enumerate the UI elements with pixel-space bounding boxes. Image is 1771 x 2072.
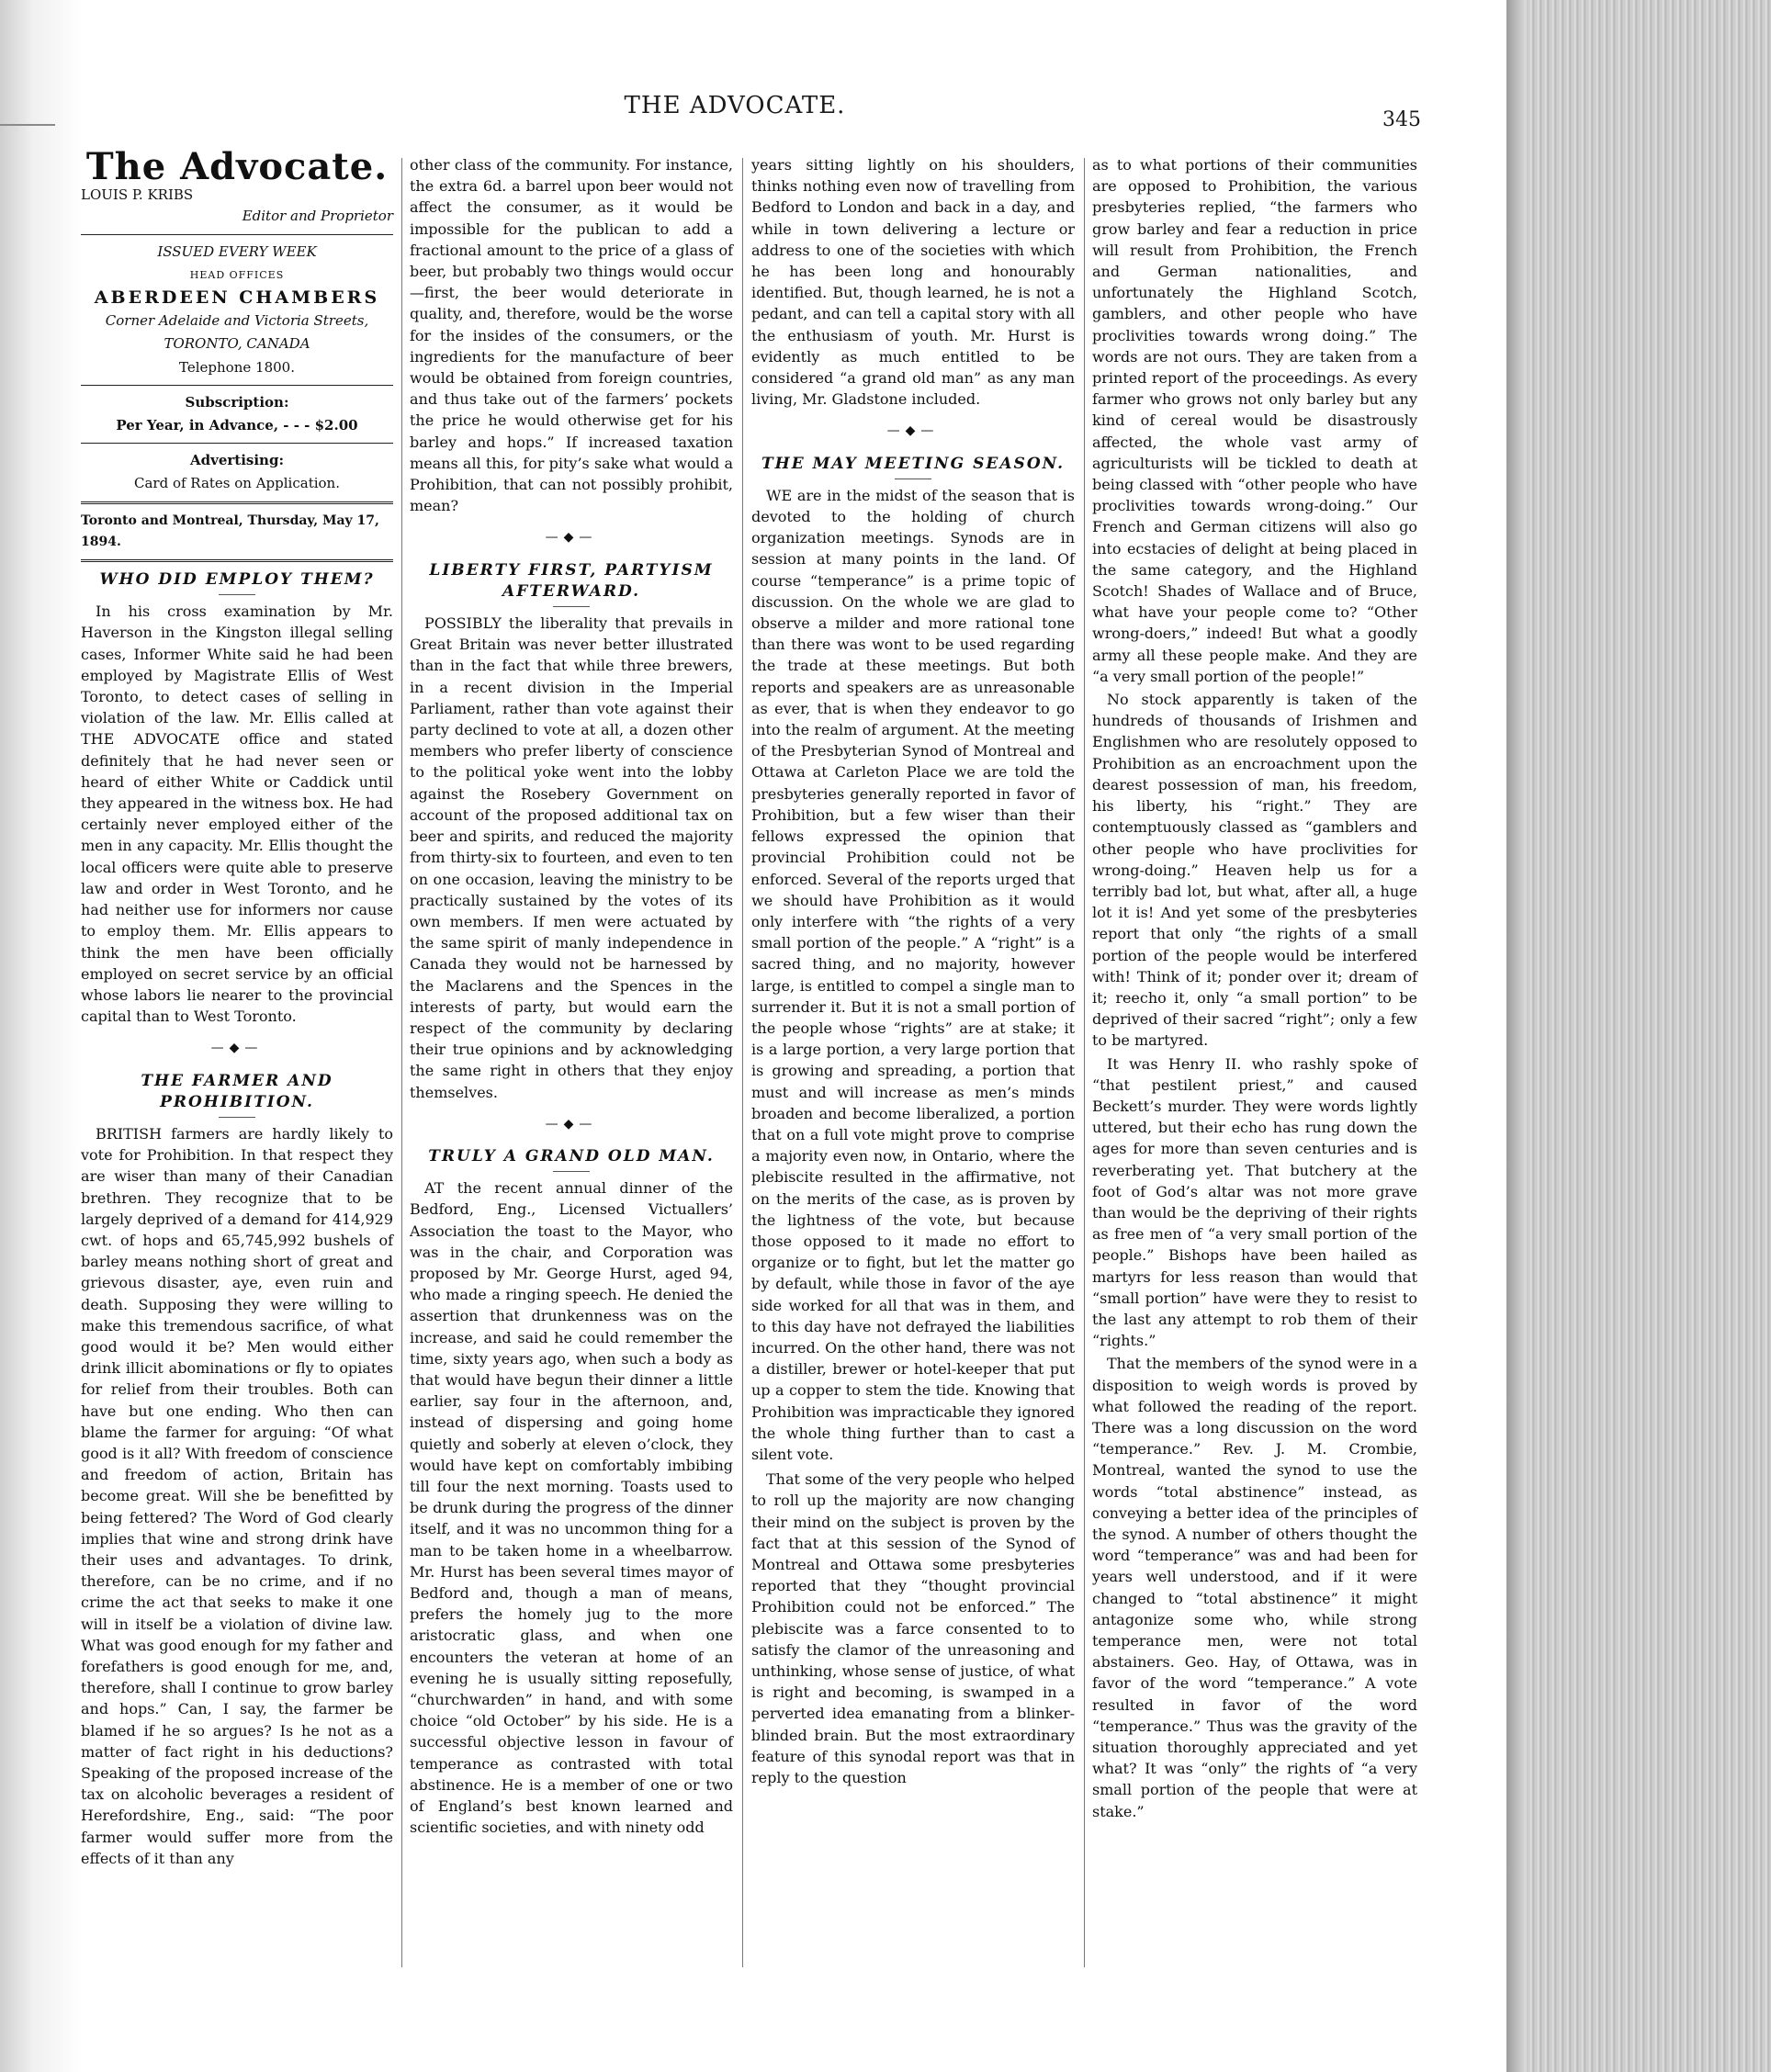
column-rule: [742, 158, 743, 1967]
divider: [81, 234, 393, 235]
article-body: That some of the very people who helped to roll up the majority are now changing their mind on the subject is proven by the fact that at this session of the Synod of Montreal and Ottawa some presbyteries reported that they “thought provincial Prohibition could not be enforced.” The plebiscite was a farce consented to to satisfy the clamor of the unreasoning and unthinking, whose sense of justice, of what is right and becoming, is swamped in a perverted idea emanating from a blinker-blinded brain. But the most extraordinary feature of this synodal report was that in reply to the question: [751, 1470, 1075, 1787]
article-body: POSSIBLY the liberality that prevails in Great Britain was never better illustrated than in the fact that while three brewers, in a recent division in the Imperial Parliament, rather than vote against their party declined to vote at all, a dozen other members who prefer liberty of conscience to the political yoke went into the lobby against the Rosebery Government on account of the proposed additional tax on beer and spirits, and reduced the majority from thirty-six to fourteen, and even to ten on one occasion, leaving the ministry to be practically sustained by the votes of its own members. If men were actuated by the same spirit of manly independence in Canada they would not be harnessed by the Maclarens and the Spences in the interests of party, but would earn the respect of the community by declaring their true opinions and by acknowledging the same right in others that they enjoy themselves.: [410, 614, 733, 1101]
column-3: [751, 154, 1075, 1792]
title-rule: [219, 1117, 255, 1118]
advertising-text: Card of Rates on Application.: [134, 475, 340, 492]
city: TORONTO, CANADA: [164, 335, 310, 353]
article-body: That the members of the synod were in a disposition to weigh words is proved by what followed the reading of the report. There was a long discussion on the word “temperance.” Rev. J. M. Crombie, Montreal, wanted the synod to use the words “total abstinence” instead, as conveying a better idea of the principles of the synod. A number of others thought the word “temperance” was and had been for years well understood, and if it were changed to “total abstinence” it might antagonize some who, while strong temperance men, were not total abstainers. Geo. Hay, of Ottawa, was in favor of the word “temperance.” A vote resulted in favor of the word “temperance.” Thus was the gravity of the situation thoroughly appreciated and yet what? It was “only” the rights of “a very small portion of the people that were at stake.”: [1092, 1355, 1417, 1820]
ornament-divider: —◆—: [545, 530, 598, 546]
article-body: years sitting lightly on his shoulders, thinks nothing even now of travelling from Bedford to London and back in a day, and while in town delivering a lecture or address to one of the societies with which he has been long and honourably identified. But, though learned, he is not a pedant, and can tell a capital story with all the enthusiasm of youth. Mr. Hurst is evidently as much entitled to be considered “a grand old man” as any man living, Mr. Gladstone included.: [751, 156, 1075, 409]
divider: [81, 501, 393, 504]
subscription-price: Per Year, in Advance, - - - $2.00: [116, 417, 358, 434]
column-4: [1092, 154, 1417, 1824]
article-body: other class of the community. For instance, the extra 6d. a barrel upon beer would not affect the consumer, as it would be impossible for the publican to add a fractional amount to the price of a glass of beer, but probably two things would occur—first, the beer would deteriorate in quality, and, therefore, would be the worse for the insides of the consumers, or the ingredients for the manufacture of beer would be obtained from foreign countries, and thus take out of the farmers’ pockets the price he would otherwise get for his barley and hops.” If increased taxation means all this, for pity’s sake what would a Prohibition, that can not possibly prohibit, mean?: [410, 156, 733, 515]
divider: [81, 559, 393, 562]
article-title: THE MAY MEETING SEASON.: [761, 454, 1065, 473]
dateline: Toronto and Montreal, Thursday, May 17, 1894.: [81, 512, 379, 549]
article-title: TRULY A GRAND OLD MAN.: [428, 1146, 715, 1166]
article-title: WHO DID EMPLOY THEM?: [99, 570, 375, 590]
column-rule: [401, 158, 402, 1967]
article-body: BRITISH farmers are hardly likely to vote for Prohibition. In that respect they are wiser than many of their Canadian brethren. They recognize that to be largely deprived of a demand for 414,929 cwt. of hops and 65,745,992 bushels of barley means nothing short of great and grievous disaster, aye, even ruin and death. Supposing they were willing to make this tremendous sacrifice, of what good would it be? Men would either drink illicit abominations or fly to opiates for relief from their troubles. Both can have but one ending. Who then can blame the farmer for arguing: “Of what good is it all? With freedom of conscience and freedom of action, Britain has become great. Will she be benefitted by being fettered? The Word of God clearly implies that wine and strong drink have their uses and advantages. To drink, therefore, can be no crime, and if no crime the act that seeks to make it one will in itself be a violation of divine law. What was good enough for my father and forefathers is good enough for me, and, therefore, shall I continue to grow barley and hops.” Can, I say, the farmer be blamed if he so argues? Is he not as a matter of fact right in his deductions? Speaking of the proposed increase of the tax on alcoholic beverages a resident of Herefordshire, Eng., said: “The poor farmer would suffer more from the effects of it than any: [81, 1124, 393, 1867]
facing-page-edge: [0, 0, 83, 2072]
street-address: Corner Adelaide and Victoria Streets,: [105, 312, 369, 330]
ornament-divider: —◆—: [545, 1116, 598, 1132]
editor-name: LOUIS P. KRIBS: [81, 186, 194, 204]
article-body: as to what portions of their communities are opposed to Prohibition, the various presbyteries replied, “the farmers who grow barley and fear a reduction in price will result from Prohibition, the French and German nationalities, and unfortunately the Highland Scotch, gamblers, and other people who have proclivities towards wrong doing.” The words are not ours. They are taken from a printed report of the proceedings. As every farmer who grows not only barley but any kind of cereal would be disastrously affected, the whole vast army of agriculturists will be tickled to death at being classed with “other people who have proclivities towards wrong-doing.” Our French and German citizens will also go into ecstacies of delight at being placed in the same category, and the Highland Scotch! Shades of Wallace and of Bruce, what have your people come to? “Other wrong-doers,” indeed! But what a goodly army all these people make. And they are “a very small portion of the people!”: [1092, 156, 1417, 685]
title-rule: [553, 1171, 590, 1172]
article-title: THE FARMER AND PROHIBITION.: [141, 1071, 333, 1111]
subscription-label: Subscription:: [185, 393, 289, 411]
head-offices-label: HEAD OFFICES: [189, 268, 285, 281]
divider: [81, 443, 393, 444]
masthead-title: The Advocate.: [85, 145, 389, 188]
title-rule: [219, 594, 255, 595]
article-body: WE are in the midst of the season that is devoted to the holding of church organization meetings. Synods are in session at many points in the land. Of course “temperance” is a prime topic of discussion. On the whole we are glad to observe a milder and more rational tone than there was wont to be used regarding the trade at these meetings. But both reports and speakers are as unreasonable as ever, that is when they endeavor to go into the realm of argument. At the meeting of the Presbyterian Synod of Montreal and Ottawa at Carleton Place we are told the presbyteries generally reported in favor of Prohibition, but a few wiser than their fellows expressed the opinion that provincial Prohibition could not be enforced. Several of the reports urged that we should have Prohibition as it would only interfere with “the rights of a very small portion of the people.” A “right” is a sacred thing, and no majority, however large, is entitled to compel a single man to surrender it. But it is not a small portion of the people whose “rights” are at stake; it is a large portion, a very large portion that is growing and spreading, a portion that must and will increase as men’s minds broaden and become liberalized, a portion that on a full vote might prove to comprise a majority even now, in Ontario, where the plebiscite resulted in the affirmative, not on the merits of the case, as is proven by the lightness of the vote, but because those opposed to it made no effort to organize or to fight, but let the matter go by default, while those in favor of the aye side worked for all that was in them, and to this day have not defrayed the liabilities incurred. On the other hand, there was not a distiller, brewer or hotel-keeper that put up a copper to stem the tide. Knowing that Prohibition was impracticable they ignored the whole thing further than to cast a silent vote.: [751, 486, 1075, 1463]
ornament-divider: —◆—: [886, 423, 940, 439]
building-name: ABERDEEN CHAMBERS: [94, 287, 380, 309]
article-body: It was Henry II. who rashly spoke of “that pestilent priest,” and caused Beckett’s murder. They were words lightly uttered, but their echo has rung down the ages for more than seven centuries and is reverberating yet. That butchery at the foot of God’s altar was not more grave than would be the depriving of their rights as free men of “a very small portion of the people.” Bishops have been hailed as martyrs for less reason than would that “small portion” have were they to resist to the last any attempt to rob them of their “rights.”: [1092, 1054, 1417, 1350]
facing-page-rule: [0, 124, 55, 126]
issued-line: ISSUED EVERY WEEK: [157, 242, 317, 260]
ornament-divider: —◆—: [210, 1041, 264, 1056]
column-2: [410, 154, 733, 1841]
book-page-edges: [1506, 0, 1771, 2072]
title-rule: [553, 606, 590, 607]
divider: [81, 385, 393, 386]
editor-role: Editor and Proprietor: [242, 208, 393, 225]
running-head: THE ADVOCATE.: [624, 92, 846, 119]
advertising-label: Advertising:: [190, 452, 284, 469]
column-1: [81, 145, 393, 1873]
article-title: LIBERTY FIRST, PARTYISM AFTERWARD.: [429, 560, 714, 601]
page-number: 345: [1382, 108, 1421, 131]
article-body: AT the recent annual dinner of the Bedford, Eng., Licensed Victuallers’ Association the toast to the Mayor, who was in the chair, and Corporation was proposed by Mr. George Hurst, aged 94, who made a ringing speech. He denied the assertion that drunkenness was on the increase, and said he could remember the time, sixty years ago, when such a body as that would have begun their dinner a little earlier, say four in the afternoon, and, instead of dispersing and going home quietly and soberly at eleven o’clock, they would have kept on comfortably imbibing till four the next morning. Toasts used to be drunk during the progress of the dinner itself, and it was no uncommon thing for a man to be taken home in a wheelbarrow. Mr. Hurst has been several times mayor of Bedford and, though a man of means, prefers the homely jug to the more aristocratic glass, and when one encounters the veteran at home of an evening he is usually sitting reposefully, “churchwarden” in hand, and with some choice “old October” by his side. He is a successful objective lesson in favour of temperance as contrasted with total abstinence. He is a member of one or two of England’s best known learned and scientific societies, and with ninety odd: [410, 1179, 733, 1837]
article-body: In his cross examination by Mr. Haverson in the Kingston illegal selling cases, Informer White said he had been employed by Magistrate Ellis of West Toronto, to detect cases of selling in violation of the law. Mr. Ellis called at THE ADVOCATE office and stated definitely that he had never seen or heard of either White or Caddick until they appeared in the witness box. He had certainly never employed either of the men in any capacity. Mr. Ellis thought the local officers were quite able to preserve law and order in West Toronto, and he had neither use for informers nor cause to employ them. Mr. Ellis appears to think the men have been officially employed on secret service by an official whose labors lie nearer to the provincial capital than to West Toronto.: [81, 602, 393, 1026]
article-body: No stock apparently is taken of the hundreds of thousands of Irishmen and Englishmen who are resolutely opposed to Prohibition as an encroachment upon the dearest possession of man, his freedom, his liberty, his “right.” They are contemptuously classed as “gamblers and other people who have proclivities for wrong-doing.” Heaven help us for a terribly bad lot, but what, after all, a huge lot it is! And yet some of the presbyteries report that only “the rights of a small portion of the people would be interfered with! Think of it; ponder over it; dream of it; reecho it, only “a small portion” to be deprived of their sacred “right”; only a few to be martyred.: [1092, 691, 1417, 1050]
telephone: Telephone 1800.: [179, 358, 295, 376]
column-rule: [1084, 158, 1085, 1967]
